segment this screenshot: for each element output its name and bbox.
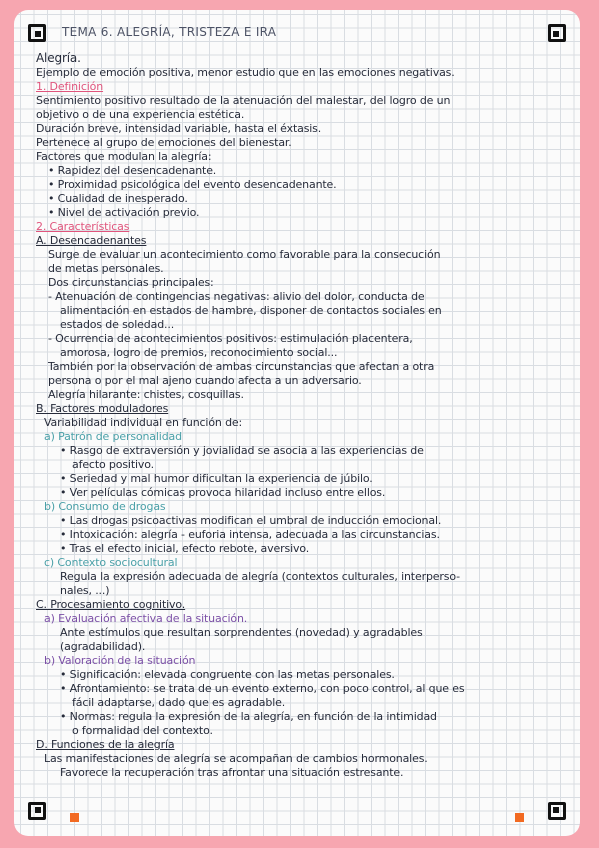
corner-marker-top-right [548, 24, 566, 42]
list-item: • Nivel de activación previo. [48, 206, 200, 219]
list-item: • Las drogas psicoactivas modifican el umbral de inducción emocional. [60, 514, 442, 527]
list-item: • Afrontamiento: se trata de un evento externo, con poco control, al que es [60, 682, 465, 695]
list-item: • Ver películas cómicas provoca hilaridad incluso entre ellos. [60, 486, 386, 499]
list-item: • Proximidad psicológica del evento desencadenante. [48, 178, 337, 191]
text-line: Sentimiento positivo resultado de la atenuación del malestar, del logro de un [36, 94, 451, 107]
text-line: Alegría hilarante: chistes, cosquillas. [48, 388, 244, 401]
list-item: • Cualidad de inesperado. [48, 192, 188, 205]
text-line: Regula la expresión adecuada de alegría (contextos culturales, interperso- [60, 570, 460, 583]
subheading: 1. Definición [36, 80, 104, 93]
list-item: • Seriedad y mal humor dificultan la experiencia de júbilo. [60, 472, 373, 485]
text-line: nales, ...) [60, 584, 110, 597]
list-item: • Rasgo de extraversión y jovialidad se asocia a las experiencias de [60, 444, 424, 457]
corner-marker-top-left [28, 24, 46, 42]
text-line: estados de soledad... [60, 318, 175, 331]
corner-marker-bottom-right [548, 802, 566, 820]
notebook-page [14, 10, 580, 836]
subheading: a) Evaluación afectiva de la situación. [44, 612, 248, 625]
subheading: 2. Características [36, 220, 130, 233]
corner-marker-bottom-left [28, 802, 46, 820]
subheading: b) Valoración de la situación [44, 654, 196, 667]
subheading: D. Funciones de la alegría [36, 738, 175, 751]
subheading: A. Desencadenantes [36, 234, 147, 247]
list-item: afecto positivo. [72, 458, 154, 471]
text-line: Favorece la recuperación tras afrontar una situación estresante. [60, 766, 404, 779]
list-item: • Significación: elevada congruente con las metas personales. [60, 668, 395, 681]
list-item: fácil adaptarse, dado que es agradable. [72, 696, 286, 709]
section-heading: Alegría. [36, 51, 81, 65]
orange-marker-right [515, 813, 524, 822]
text-line: Variabilidad individual en función de: [44, 416, 243, 429]
text-line: También por la observación de ambas circunstancias que afectan a otra [48, 360, 435, 373]
subheading: c) Contexto sociocultural [44, 556, 178, 569]
subheading: a) Patrón de personalidad [44, 430, 182, 443]
text-line: - Ocurrencia de acontecimientos positivos: estimulación placentera, [48, 332, 413, 345]
page-title: TEMA 6. ALEGRÍA, TRISTEZA E IRA [62, 25, 277, 39]
list-item: • Rapidez del desencadenante. [48, 164, 217, 177]
text-line: - Atenuación de contingencias negativas: alivio del dolor, conducta de [48, 290, 425, 303]
subheading: B. Factores moduladores [36, 402, 169, 415]
list-item: • Tras el efecto inicial, efecto rebote, aversivo. [60, 542, 310, 555]
text-line: Dos circunstancias principales: [48, 276, 214, 289]
text-line: objetivo o de una experiencia estética. [36, 108, 245, 121]
text-line: persona o por el mal ajeno cuando afecta a un adversario. [48, 374, 362, 387]
text-line: (agradabilidad). [60, 640, 146, 653]
text-line: Pertenece al grupo de emociones del bienestar. [36, 136, 292, 149]
orange-marker-left [70, 813, 79, 822]
text-line: alimentación en estados de hambre, disponer de contactos sociales en [60, 304, 442, 317]
text-line: Factores que modulan la alegría: [36, 150, 212, 163]
text-line: Las manifestaciones de alegría se acompañan de cambios hormonales. [44, 752, 428, 765]
text-line: Ante estímulos que resultan sorprendentes (novedad) y agradables [60, 626, 423, 639]
text-line: Duración breve, intensidad variable, hasta el éxtasis. [36, 122, 322, 135]
subheading: b) Consumo de drogas [44, 500, 166, 513]
list-item: • Intoxicación: alegría - euforia intensa, adecuada a las circunstancias. [60, 528, 440, 541]
text-line: Surge de evaluar un acontecimiento como favorable para la consecución [48, 248, 441, 261]
text-line: Ejemplo de emoción positiva, menor estudio que en las emociones negativas. [36, 66, 455, 79]
subheading: C. Procesamiento cognitivo. [36, 598, 186, 611]
text-line: de metas personales. [48, 262, 164, 275]
list-item: • Normas: regula la expresión de la alegría, en función de la intimidad [60, 710, 437, 723]
text-line: amorosa, logro de premios, reconocimiento social... [60, 346, 338, 359]
list-item: o formalidad del contexto. [72, 724, 213, 737]
